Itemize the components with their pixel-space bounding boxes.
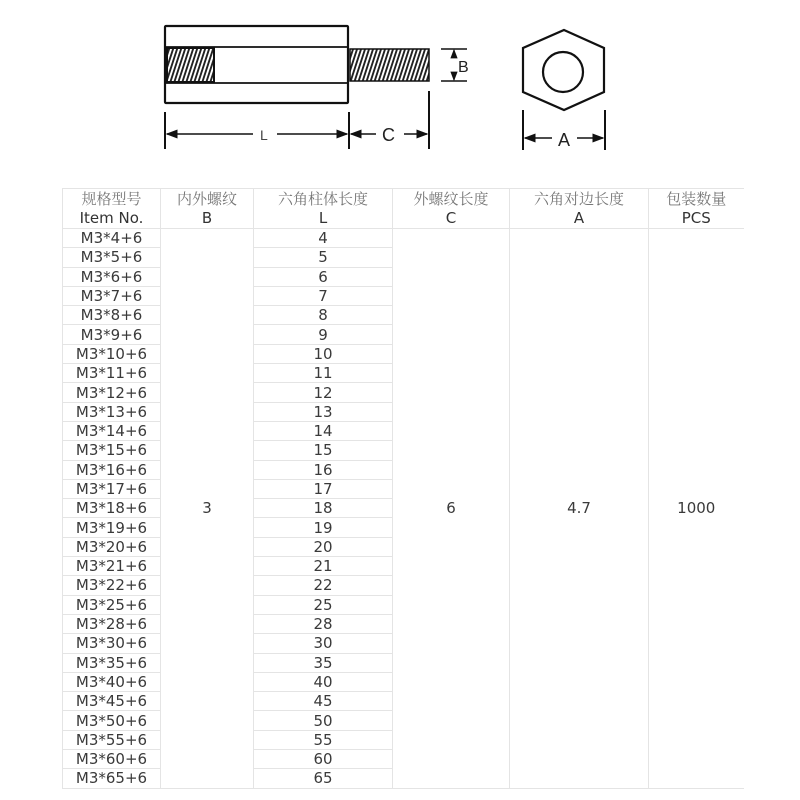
dim-label-b: B xyxy=(458,59,469,76)
l-cell: 30 xyxy=(254,634,393,653)
l-cell: 25 xyxy=(254,595,393,614)
l-cell: 18 xyxy=(254,499,393,518)
l-cell: 9 xyxy=(254,325,393,344)
l-cell: 10 xyxy=(254,344,393,363)
item-cell: M3*50+6 xyxy=(63,711,161,730)
l-cell: 8 xyxy=(254,306,393,325)
merged-pcs-cell: 1000 xyxy=(649,229,744,789)
item-cell: M3*60+6 xyxy=(63,750,161,769)
l-cell: 4 xyxy=(254,229,393,248)
item-cell: M3*5+6 xyxy=(63,248,161,267)
table-header-row xyxy=(63,189,744,229)
header-thread-length-c: 外螺纹长度 C xyxy=(393,189,510,229)
l-cell: 20 xyxy=(254,537,393,556)
item-cell: M3*4+6 xyxy=(63,229,161,248)
header-across-flats-a: 六角对边长度 A xyxy=(510,189,649,229)
item-cell: M3*22+6 xyxy=(63,576,161,595)
spec-table xyxy=(62,188,744,789)
merged-a-cell: 4.7 xyxy=(510,229,649,789)
l-cell: 6 xyxy=(254,267,393,286)
item-cell: M3*30+6 xyxy=(63,634,161,653)
item-cell: M3*13+6 xyxy=(63,402,161,421)
l-cell: 19 xyxy=(254,518,393,537)
dim-label-l: L xyxy=(260,127,268,143)
dim-label-a: A xyxy=(558,130,571,150)
table-row xyxy=(63,229,744,248)
l-cell: 13 xyxy=(254,402,393,421)
l-cell: 55 xyxy=(254,730,393,749)
header-thread-b: 内外螺纹 B xyxy=(161,189,254,229)
l-cell: 14 xyxy=(254,421,393,440)
item-cell: M3*18+6 xyxy=(63,499,161,518)
item-cell: M3*45+6 xyxy=(63,692,161,711)
l-cell: 35 xyxy=(254,653,393,672)
l-cell: 12 xyxy=(254,383,393,402)
item-cell: M3*28+6 xyxy=(63,614,161,633)
item-cell: M3*20+6 xyxy=(63,537,161,556)
l-cell: 65 xyxy=(254,769,393,788)
item-cell: M3*25+6 xyxy=(63,595,161,614)
item-cell: M3*9+6 xyxy=(63,325,161,344)
l-cell: 11 xyxy=(254,364,393,383)
l-cell: 50 xyxy=(254,711,393,730)
item-cell: M3*21+6 xyxy=(63,557,161,576)
l-cell: 21 xyxy=(254,557,393,576)
l-cell: 17 xyxy=(254,479,393,498)
header-pcs: 包装数量 PCS xyxy=(649,189,744,229)
merged-b-cell: 3 xyxy=(161,229,254,789)
side-view xyxy=(165,26,469,149)
item-cell: M3*10+6 xyxy=(63,344,161,363)
l-cell: 40 xyxy=(254,672,393,691)
l-cell: 22 xyxy=(254,576,393,595)
l-cell: 5 xyxy=(254,248,393,267)
item-cell: M3*19+6 xyxy=(63,518,161,537)
item-cell: M3*40+6 xyxy=(63,672,161,691)
item-cell: M3*7+6 xyxy=(63,286,161,305)
item-cell: M3*17+6 xyxy=(63,479,161,498)
l-cell: 45 xyxy=(254,692,393,711)
item-cell: M3*65+6 xyxy=(63,769,161,788)
item-cell: M3*14+6 xyxy=(63,421,161,440)
l-cell: 60 xyxy=(254,750,393,769)
standoff-diagram xyxy=(0,0,800,175)
l-cell: 15 xyxy=(254,441,393,460)
item-cell: M3*6+6 xyxy=(63,267,161,286)
item-cell: M3*15+6 xyxy=(63,441,161,460)
item-cell: M3*55+6 xyxy=(63,730,161,749)
l-cell: 16 xyxy=(254,460,393,479)
item-cell: M3*16+6 xyxy=(63,460,161,479)
item-cell: M3*11+6 xyxy=(63,364,161,383)
merged-c-cell: 6 xyxy=(393,229,510,789)
l-cell: 28 xyxy=(254,614,393,633)
header-length-l: 六角柱体长度 L xyxy=(254,189,393,229)
end-view xyxy=(523,30,605,150)
dim-label-c: C xyxy=(382,125,395,145)
item-cell: M3*35+6 xyxy=(63,653,161,672)
item-cell: M3*8+6 xyxy=(63,306,161,325)
bore-circle xyxy=(543,52,583,92)
header-item-no: 规格型号 Item No. xyxy=(63,189,161,229)
item-cell: M3*12+6 xyxy=(63,383,161,402)
l-cell: 7 xyxy=(254,286,393,305)
